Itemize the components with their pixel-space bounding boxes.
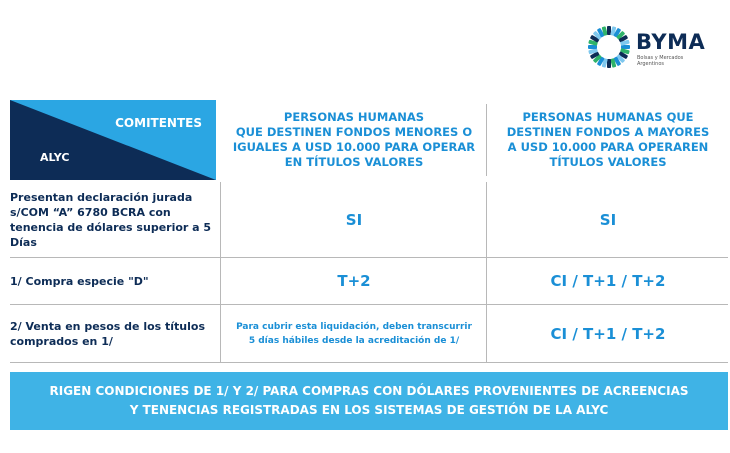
logo-ring-segment <box>621 45 630 49</box>
row1-col2-value: SI <box>599 211 617 229</box>
column-divider <box>486 182 487 362</box>
logo-subtitle: Bolsas y Mercados Argentinos <box>637 55 684 67</box>
row3-col2-value: CI / T+1 / T+2 <box>550 324 666 343</box>
row1-col1-value: SI <box>345 211 363 229</box>
column-divider <box>486 104 487 176</box>
byma-logo-mark-icon <box>586 24 632 70</box>
column-divider <box>220 182 221 362</box>
row-label-venta-en-pesos: 2/ Venta en pesos de los títulos comprados en 1/ <box>10 319 206 348</box>
row-label-declaracion-jurada: Presentan declaración jurada s/COM “A” 6780 BCRA con tenencia de dólares superior a 5 Días <box>10 191 212 249</box>
corner-label-alyc: ALYC <box>40 151 70 164</box>
conditions-banner: RIGEN CONDICIONES DE 1/ Y 2/ PARA COMPRAS CON DÓLARES PROVENIENTES DE ACREENCIAS Y TENENCIAS REGISTRADAS EN LOS SISTEMAS DE GESTIÓN DE LA ALYC <box>10 372 728 430</box>
corner-diagonal-shape <box>10 100 216 180</box>
logo-ring-segment <box>588 45 597 49</box>
logo-ring-segment <box>607 59 611 68</box>
row3-col1-value: Para cubrir esta liquidación, deben transcurrir 5 días hábiles desde la acreditación de 1/ <box>236 321 472 346</box>
column-header-large-funds: PERSONAS HUMANAS QUE DESTINEN FONDOS A MAYORES A USD 10.000 PARA OPERAREN TÍTULOS VALORES <box>506 110 710 169</box>
logo-ring-segment <box>607 26 611 35</box>
logo-wordmark: BYMA <box>636 30 706 54</box>
column-header-small-funds: PERSONAS HUMANAS QUE DESTINEN FONDOS MENORES O IGUALES A USD 10.000 PARA OPERAR EN TÍTULOS VALORES <box>232 110 476 169</box>
corner-label-comitentes: COMITENTES <box>115 116 202 130</box>
row2-col1-value: T+2 <box>337 272 371 290</box>
header-corner-cell <box>10 100 216 180</box>
row-divider <box>10 362 728 363</box>
row-label-compra-especie-d: 1/ Compra especie "D" <box>10 274 149 288</box>
byma-logo <box>586 24 726 74</box>
row2-col2-value: CI / T+1 / T+2 <box>550 272 666 290</box>
